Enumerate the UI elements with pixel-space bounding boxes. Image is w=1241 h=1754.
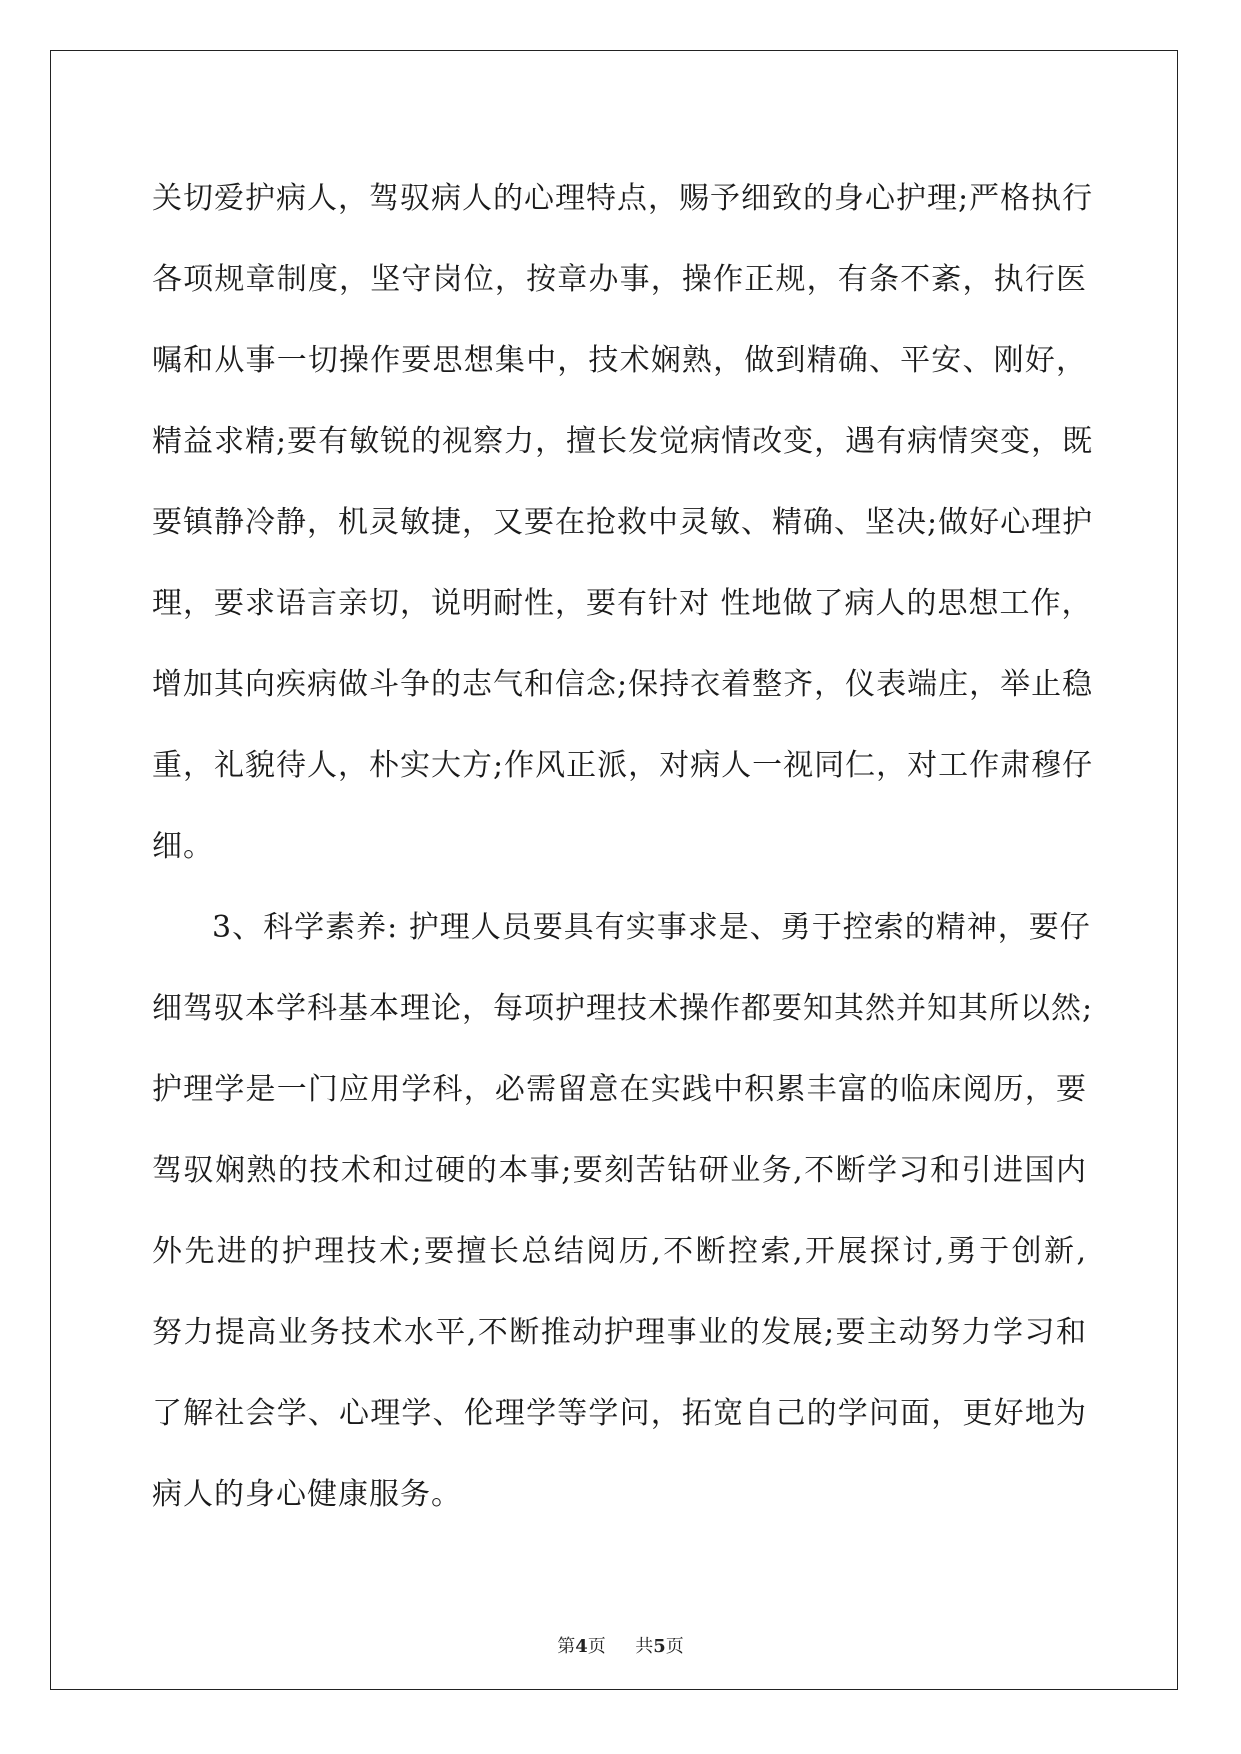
text-line: 增加其向疾病做斗争的志气和信念;保持衣着整齐，仪表端庄，举止稳 xyxy=(152,667,1094,702)
text-line: 重，礼貌待人，朴实大方;作风正派，对病人一视同仁，对工作肃穆仔 xyxy=(152,748,1094,783)
page-prefix: 第 xyxy=(557,1636,576,1657)
text-line: 努力提高业务技术水平,不断推动护理事业的发展;要主动努力学习和 xyxy=(152,1315,1087,1350)
page-footer xyxy=(0,1632,1241,1658)
text-line: 护理学是一门应用学科，必需留意在实践中积累丰富的临床阅历，要 xyxy=(152,1072,1087,1107)
text-line: 关切爱护病人，驾驭病人的心理特点，赐予细致的身心护理;严格执行 xyxy=(152,181,1094,216)
current-page-number: 4 xyxy=(575,1636,588,1657)
text-line: 精益求精;要有敏锐的视察力，擅长发觉病情改变，遇有病情突变，既 xyxy=(152,424,1094,459)
total-prefix: 共 xyxy=(635,1636,654,1657)
text-line: 3、科学素养: 护理人员要具有实事求是、勇于控索的精神，要仔 xyxy=(212,910,1091,945)
total-pages-label xyxy=(635,1636,684,1657)
document-body xyxy=(152,158,1094,1535)
paragraph-2 xyxy=(152,887,1094,1535)
text-line: 要镇静冷静，机灵敏捷，又要在抢救中灵敏、精确、坚决;做好心理护 xyxy=(152,505,1094,540)
text-line: 嘱和从事一切操作要思想集中，技术娴熟，做到精确、平安、刚好， xyxy=(152,343,1087,378)
text-line: 理，要求语言亲切，说明耐性，要有针对 性地做了病人的思想工作， xyxy=(152,586,1093,621)
total-page-number: 5 xyxy=(653,1636,666,1657)
text-line: 了解社会学、心理学、伦理学等学问，拓宽自己的学问面，更好地为 xyxy=(152,1396,1087,1431)
text-line: 细。 xyxy=(152,829,214,864)
text-line: 外先进的护理技术;要擅长总结阅历,不断控索,开展探讨,勇于创新, xyxy=(152,1234,1087,1269)
paragraph-1 xyxy=(152,158,1094,887)
total-suffix: 页 xyxy=(665,1636,684,1657)
page-suffix: 页 xyxy=(587,1636,606,1657)
text-line: 细驾驭本学科基本理论，每项护理技术操作都要知其然并知其所以然; xyxy=(152,991,1094,1026)
text-line: 各项规章制度，坚守岗位，按章办事，操作正规，有条不紊，执行医 xyxy=(152,262,1087,297)
text-line: 病人的身心健康服务。 xyxy=(152,1477,462,1512)
page-number-label xyxy=(557,1636,611,1657)
text-line: 驾驭娴熟的技术和过硬的本事;要刻苦钻研业务,不断学习和引进国内 xyxy=(152,1153,1087,1188)
